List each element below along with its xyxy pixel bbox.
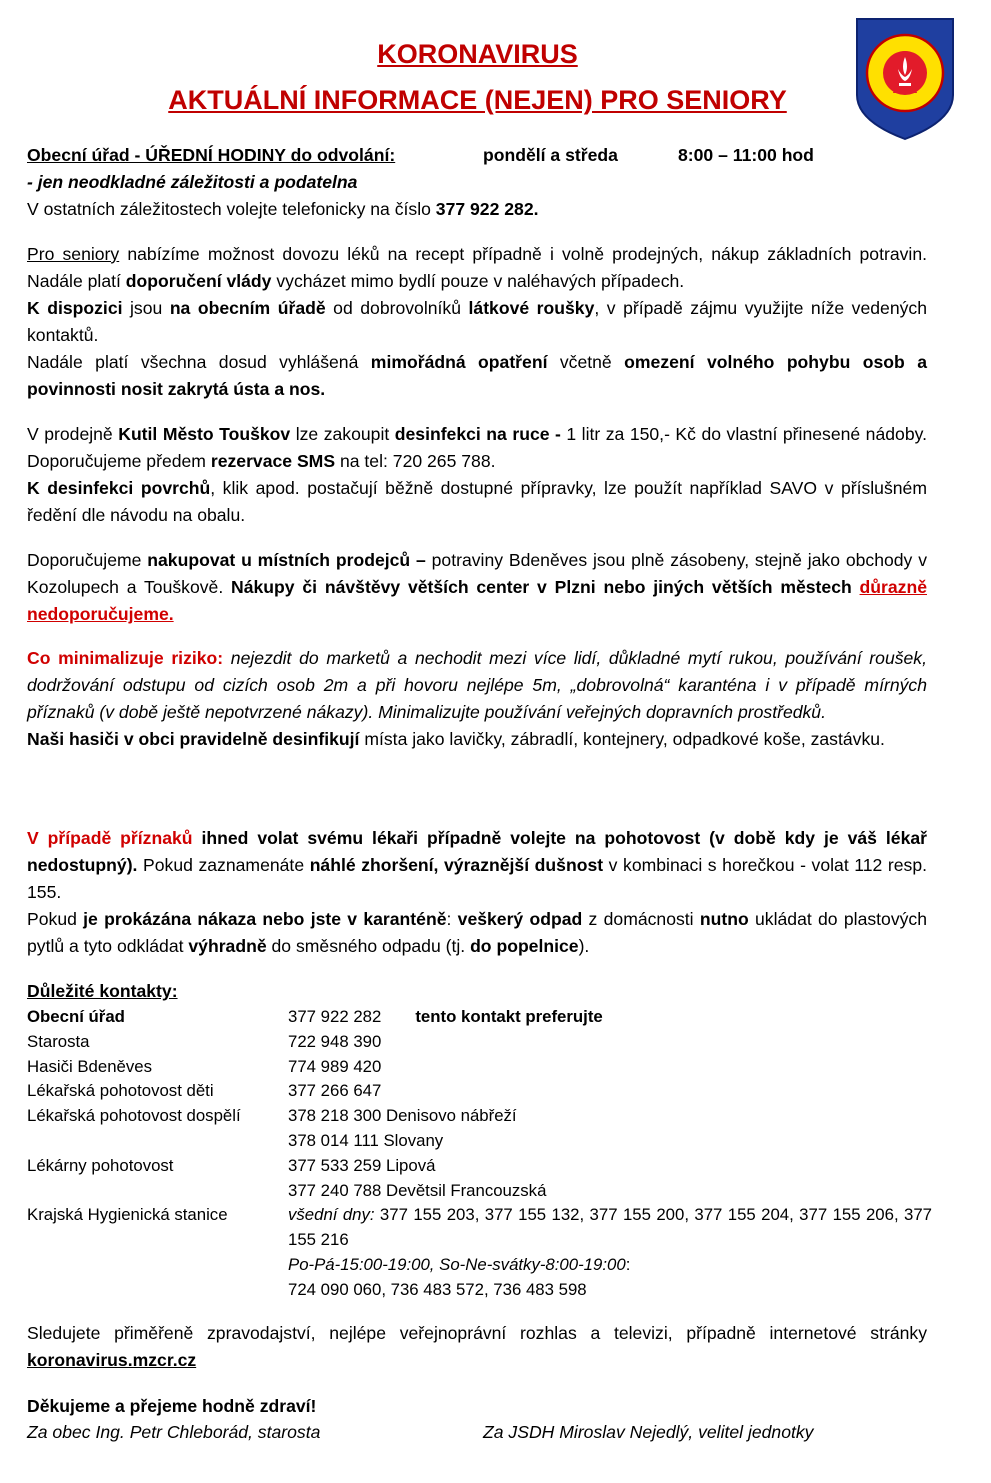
contact-row xyxy=(27,1005,932,1030)
contact-row xyxy=(27,1079,932,1104)
title-line-2: AKTUÁLNÍ INFORMACE (NEJEN) PRO SENIORY xyxy=(168,85,787,115)
contact-label: Lékařská pohotovost děti xyxy=(27,1081,214,1101)
shopping-paragraph: Doporučujeme nakupovat u místních prodejců – potraviny Bdeněves jsou plně zásobeny, stejně jako obchody v Kozolupech a Touškově. Nákupy či návštěvy větších center v Plzni nebo jiných větších městech důrazně nedoporučujeme. xyxy=(27,550,927,624)
office-hours-note: - jen neodkladné záležitosti a podatelna xyxy=(27,172,358,192)
title-line-1: KORONAVIRUS xyxy=(377,39,578,69)
signature-firefighters: Za JSDH Miroslav Nejedlý, velitel jednotky xyxy=(483,1422,814,1442)
contact-label xyxy=(27,1129,288,1154)
contact-label xyxy=(27,1179,288,1204)
risk-paragraph: Co minimalizuje riziko: nejezdit do marketů a nechodit mezi více lidí, důkladné mytí rukou, používání roušek, dodržování odstupu od cizích osob 2m a při hovoru nejlépe 5m, „dobrovolná“ karanténa i v případě mírných příznaků (v době ještě nepotvrzené nákazy). Minimalizujte používání veřejných dopravních prostředků. Naši hasiči v obci pravidelně desinfikují místa jako lavičky, zábradlí, kontejnery, odpadkové koše, zastávku. xyxy=(27,648,927,749)
contact-row xyxy=(27,1129,932,1154)
disinfection-paragraph: V prodejně Kutil Město Touškov lze zakoupit desinfekci na ruce - 1 litr za 150,- Kč do vlastní přinesené nádoby. Doporučujeme předem rezervace SMS na tel: 720 265 788. K desinfekci povrchů, klik apod. postačují běžně dostupné přípravky, lze použít například SAVO v příslušném ředění dle návodu na obalu. xyxy=(27,424,927,525)
contact-value: 774 989 420 xyxy=(288,1056,382,1076)
contact-row xyxy=(27,1179,932,1204)
contact-value: 722 948 390 xyxy=(288,1031,382,1051)
news-paragraph: Sledujete přiměřeně zpravodajství, nejlépe veřejnoprávní rozhlas a televizi, případně internetové stránky koronavirus.mzcr.cz xyxy=(27,1323,927,1370)
contact-row-hygiene xyxy=(27,1203,932,1302)
contact-value: 378 014 111 Slovany xyxy=(288,1130,444,1150)
contact-label: Lékárny pohotovost xyxy=(27,1155,174,1175)
contact-label: Krajská Hygienická stanice xyxy=(27,1205,228,1225)
contacts-table xyxy=(27,1005,932,1303)
thanks-line: Děkujeme a přejeme hodně zdraví! xyxy=(27,1396,317,1416)
office-hours-label: Obecní úřad - ÚŘEDNÍ HODINY do odvolání: xyxy=(27,145,396,165)
contact-value: 377 240 788 Devětsil Francouzská xyxy=(288,1180,547,1200)
office-phone-line: V ostatních záležitostech volejte telefonicky na číslo 377 922 282. xyxy=(27,199,539,219)
contact-row xyxy=(27,1055,932,1080)
mzcr-link[interactable]: koronavirus.mzcr.cz xyxy=(27,1350,197,1370)
contact-label: Starosta xyxy=(27,1031,90,1051)
contact-row xyxy=(27,1030,932,1055)
contact-value: 378 218 300 Denisovo nábřeží xyxy=(288,1106,517,1126)
contact-value: všední dny: 377 155 203, 377 155 132, 377 155 200, 377 155 204, 377 155 206, 377 155 216 Po-Pá-15:00-19:00, So-Ne-svátky-8:00-19:00: 724 090 060, 736 483 572, 736 483 598 xyxy=(288,1205,932,1299)
symptoms-paragraph: V případě příznaků ihned volat svému lékaři případně volejte na pohotovost (v době kdy je váš lékař nedostupný). Pokud zaznamenáte náhlé zhoršení, výraznější dušnost v kombinaci s horečkou - volat 112 resp. 155. Pokud je prokázána nákaza nebo jste v karanténě: veškerý odpad z domácnosti nutno ukládat do plastových pytlů a tyto odkládat výhradně do směsného odpadu (tj. do popelnice). xyxy=(27,828,928,956)
crest-icon xyxy=(855,17,955,141)
contact-label: Hasiči Bdeněves xyxy=(27,1056,152,1076)
contact-row xyxy=(27,1104,932,1129)
contact-value: 377 922 282 tento kontakt preferujte xyxy=(288,1007,603,1026)
office-hours-time: 8:00 – 11:00 hod xyxy=(678,145,814,165)
office-hours-days: pondělí a středa xyxy=(483,145,618,165)
contact-label: Lékařská pohotovost dospělí xyxy=(27,1106,241,1126)
seniors-paragraph: Pro seniory nabízíme možnost dovozu léků na recept případně i volně prodejných, nákup základních potravin. Nadále platí doporučení vlády vycházet mimo bydlí pouze v naléhavých případech. K dispozici jsou na obecním úřadě od dobrovolníků látkové roušky, v případě zájmu využijte níže vedených kontaktů. Nadále platí všechna dosud vyhlášená mimořádná opatření včetně omezení volného pohybu osob a povinnosti nosit zakrytá ústa a nos. xyxy=(27,244,928,399)
signature-mayor: Za obec Ing. Petr Chleborád, starosta xyxy=(27,1422,321,1442)
contact-value: 377 266 647 xyxy=(288,1081,382,1101)
contact-value: 377 533 259 Lipová xyxy=(288,1155,436,1175)
contacts-heading: Důležité kontakty: xyxy=(27,981,178,1001)
contact-row xyxy=(27,1154,932,1179)
contact-label: Obecní úřad xyxy=(27,1007,125,1026)
